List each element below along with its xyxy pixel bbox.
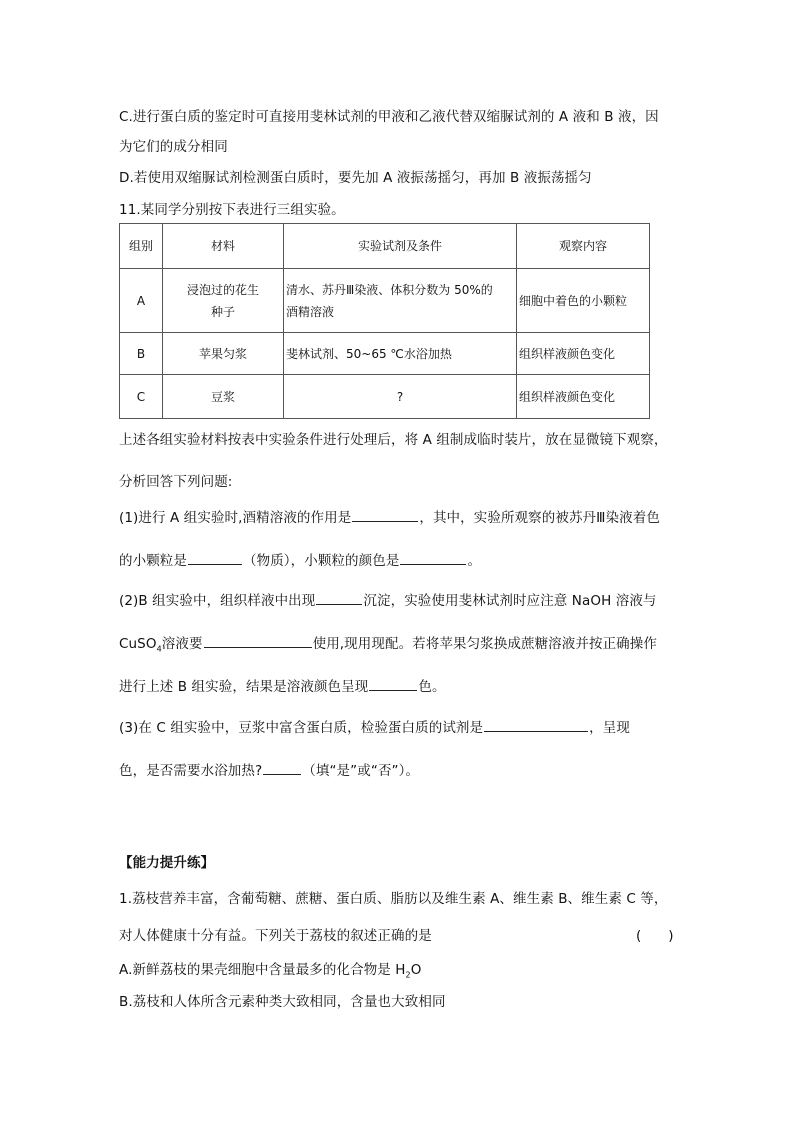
header-reagent: 实验试剂及条件	[284, 224, 517, 269]
cell-material	[163, 269, 284, 333]
cell-reagent-line: 酒精溶液	[286, 304, 335, 319]
cell-observe: 细胞中着色的小颗粒	[517, 269, 650, 333]
experiment-table	[119, 223, 650, 419]
section-q1-line1: 1.荔枝营养丰富，含葡萄糖、蔗糖、蛋白质、脂肪以及维生素 A、维生素 B、维生素 C 等，	[119, 891, 668, 907]
question-3-line2	[119, 759, 419, 779]
answer-blank[interactable]	[400, 551, 466, 565]
cell-observe: 组织样液颜色变化	[517, 333, 650, 375]
header-observe: 观察内容	[517, 224, 650, 269]
question-3-line1	[119, 716, 630, 736]
cell-reagent: ?	[284, 375, 517, 419]
answer-blank[interactable]	[263, 761, 301, 775]
cell-material-line: 浸泡过的花生	[186, 282, 259, 297]
cell-reagent: 斐林试剂、50~65 ℃水浴加热	[284, 333, 517, 375]
table-header-row	[120, 224, 650, 269]
table-row	[120, 375, 650, 419]
answer-blank[interactable]	[484, 718, 588, 732]
question-1-line1	[119, 506, 660, 526]
answer-blank[interactable]	[369, 677, 417, 691]
q1-text: ，其中，实验所观察的被苏丹Ⅲ染液着色	[419, 510, 660, 526]
subscript: 4	[156, 644, 162, 654]
question-2-line1	[119, 589, 657, 609]
q2-text: 色。	[418, 679, 446, 695]
q1-text: 。	[467, 553, 482, 569]
q2-text: 使用,现用现配。若将苹果匀浆换成蔗糖溶液并按正确操作	[312, 636, 657, 652]
table-row	[120, 333, 650, 375]
option-b: B.荔枝和人体所含元素种类大致相同，含量也大致相同	[119, 994, 446, 1010]
answer-blank[interactable]	[352, 508, 418, 522]
option-d: D.若使用双缩脲试剂检测蛋白质时，要先加 A 液振荡摇匀，再加 B 液振荡摇匀	[119, 170, 592, 186]
intro-line1: 上述各组实验材料按表中实验条件进行处理后，将 A 组制成临时装片，放在显微镜下观察，	[119, 432, 668, 448]
question-11: 11.某同学分别按下表进行三组实验。	[119, 202, 345, 218]
section-title: 【能力提升练】	[119, 855, 215, 871]
q1-text: (1)进行 A 组实验时,酒精溶液的作用是	[119, 510, 352, 526]
option-a	[119, 958, 421, 980]
cell-group: B	[120, 333, 163, 375]
q2-text: 溶液要	[161, 636, 203, 652]
intro-line2: 分析回答下列问题:	[119, 474, 233, 490]
cell-group: A	[120, 269, 163, 333]
option-a-text: O	[410, 962, 422, 978]
answer-blank[interactable]	[204, 634, 312, 648]
q2-text: 沉淀，实验使用斐林试剂时应注意 NaOH 溶液与	[363, 593, 657, 609]
question-2-line2	[119, 632, 657, 654]
q1-text: 的小颗粒是	[119, 553, 187, 569]
answer-blank[interactable]	[188, 551, 242, 565]
q2-text: (2)B 组实验中，组织样液中出现	[119, 593, 316, 609]
header-material: 材料	[163, 224, 284, 269]
answer-blank[interactable]	[316, 591, 362, 605]
q3-text: 色，是否需要水浴加热?	[119, 763, 263, 779]
header-group: 组别	[120, 224, 163, 269]
cell-material: 苹果匀浆	[163, 333, 284, 375]
cell-material: 豆浆	[163, 375, 284, 419]
cell-reagent-line: 清水、苏丹Ⅲ染液、体积分数为 50%的	[286, 282, 493, 297]
section-q1-line2: 对人体健康十分有益。下列关于荔枝的叙述正确的是	[119, 928, 432, 944]
table-row	[120, 269, 650, 333]
answer-parenthesis[interactable]: ( )	[636, 928, 674, 944]
subscript: 2	[405, 970, 411, 980]
q3-text: （填“是”或“否”）。	[302, 763, 420, 779]
option-a-text: A.新鲜荔枝的果壳细胞中含量最多的化合物是 H	[119, 962, 406, 978]
option-c-line1: C.进行蛋白质的鉴定时可直接用斐林试剂的甲液和乙液代替双缩脲试剂的 A 液和 B 液，因	[119, 109, 659, 125]
q2-text: 进行上述 B 组实验，结果是溶液颜色呈现	[119, 679, 369, 695]
cell-group: C	[120, 375, 163, 419]
cell-material-line: 种子	[210, 304, 235, 319]
q3-text: ，呈现	[589, 720, 630, 736]
question-2-line3	[119, 675, 446, 695]
q2-text: CuSO	[119, 636, 157, 652]
q3-text: (3)在 C 组实验中，豆浆中富含蛋白质，检验蛋白质的试剂是	[119, 720, 484, 736]
option-c-line2: 为它们的成分相同	[119, 139, 228, 155]
cell-reagent	[284, 269, 517, 333]
question-1-line2	[119, 549, 481, 569]
cell-observe: 组织样液颜色变化	[517, 375, 650, 419]
q1-text: （物质），小颗粒的颜色是	[243, 553, 400, 569]
